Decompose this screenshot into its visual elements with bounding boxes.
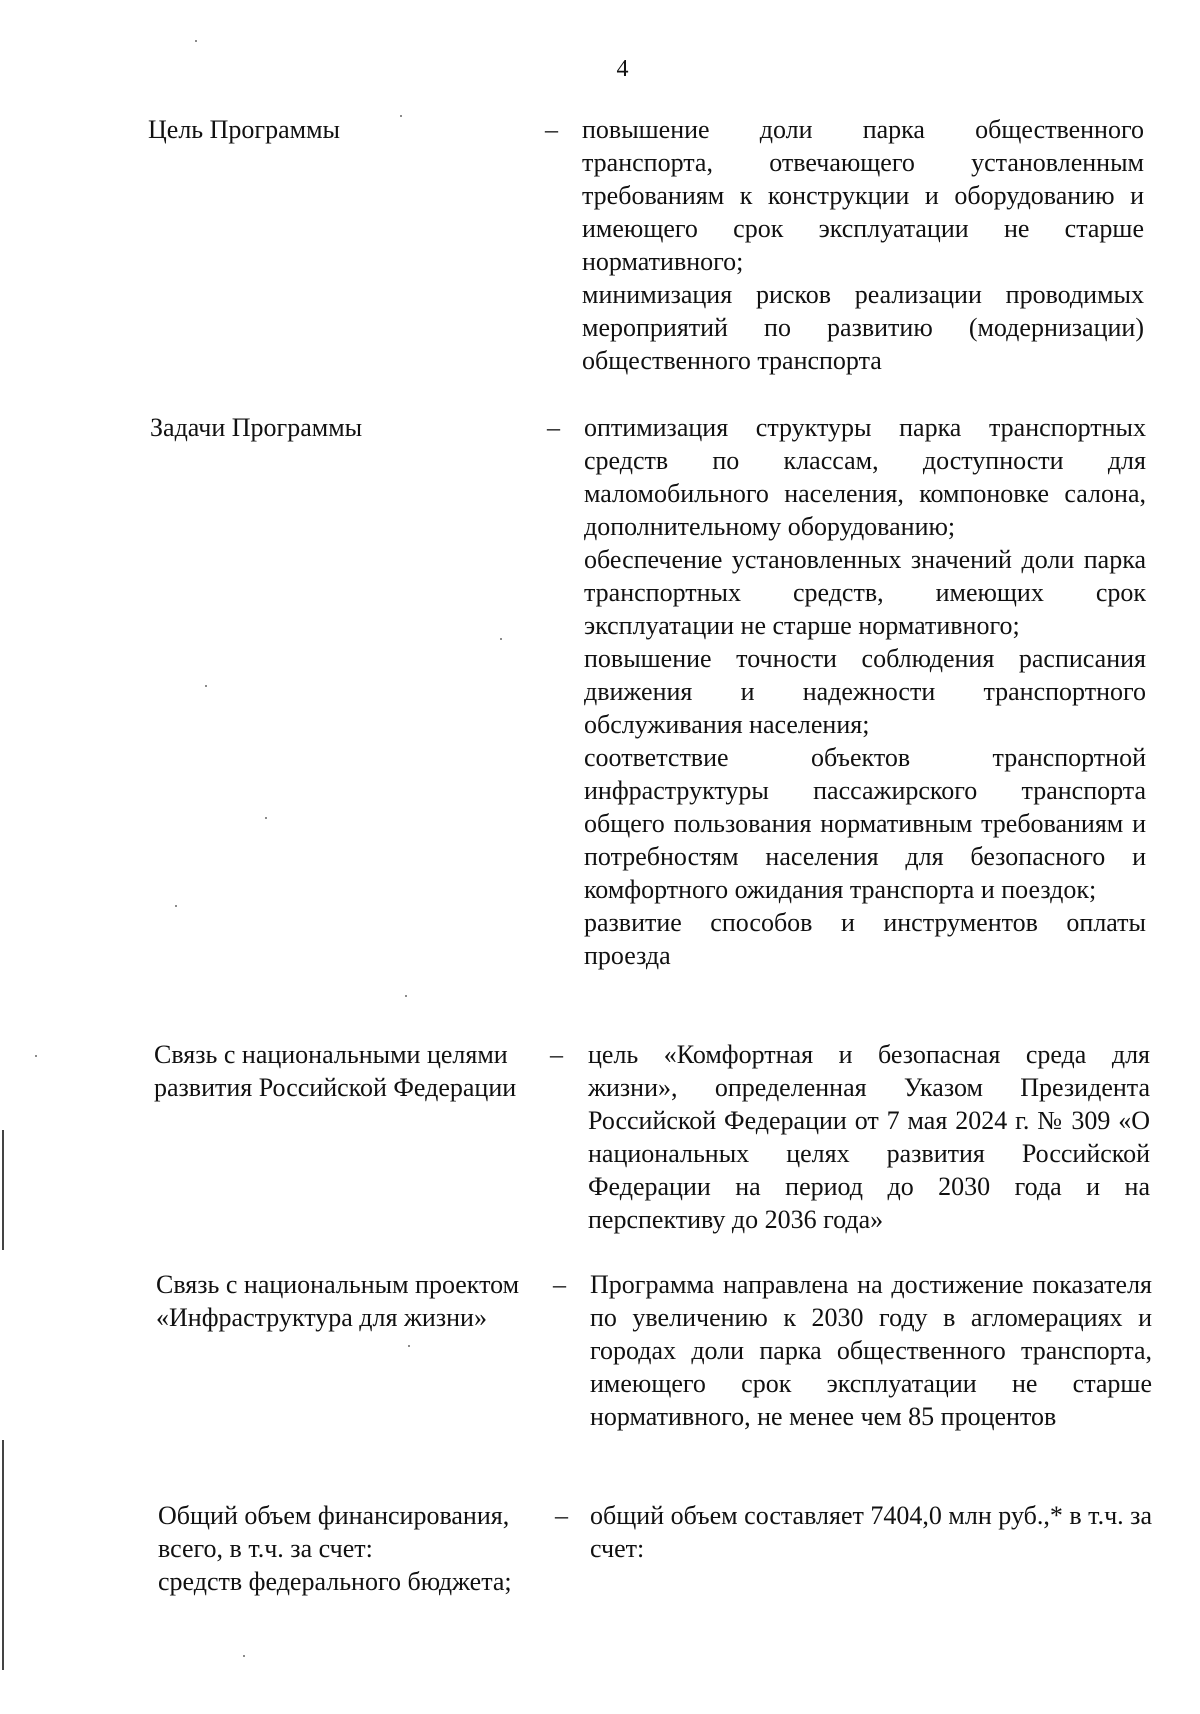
content-paragraph: обеспечение установленных значений доли парка транспортных средств, имеющих срок эксплуатации не старше нормативного; (584, 545, 1146, 640)
content-paragraph: оптимизация структуры парка транспортных средств по классам, доступности для маломобильного населения, компоновке салона, дополнительному оборудованию; (584, 413, 1146, 541)
content-paragraph: повышение доли парка общественного транспорта, отвечающего установленным требованиям к конструкции и оборудованию и имеющего срок эксплуатации не старше нормативного; (582, 115, 1144, 276)
scan-speck (205, 685, 207, 687)
scan-speck (408, 1345, 410, 1347)
row-content (582, 113, 1144, 377)
content-paragraph: цель «Комфортная и безопасная среда для жизни», определенная Указом Президента Российской Федерации от 7 мая 2024 г. № 309 «О национальных целях развития Российской Федерации на период до 2030 года и на перспективу до 2036 года» (588, 1040, 1150, 1234)
page-number: 4 (616, 56, 629, 82)
scan-speck (265, 817, 267, 819)
content-paragraph: минимизация рисков реализации проводимых мероприятий по развитию (модернизации) общественного транспорта (582, 280, 1144, 375)
row-dash: – (555, 1501, 568, 1530)
scan-speck (405, 995, 407, 997)
row-content (590, 1499, 1152, 1565)
row-dash: – (547, 413, 560, 442)
row-content (584, 411, 1146, 972)
row-label: Связь с национальным проектом «Инфраструктура для жизни» (156, 1270, 520, 1332)
scan-speck (243, 1655, 245, 1657)
content-paragraph: Программа направлена на достижение показателя по увеличению к 2030 году в агломерациях и городах доли парка общественного транспорта, имеющего срок эксплуатации не старше нормативного, не менее чем 85 процентов (590, 1270, 1152, 1431)
scan-edge-mark (2, 1130, 4, 1250)
label-line: Общий объем финансирования, (158, 1501, 510, 1530)
row-dash: – (550, 1040, 563, 1069)
scan-speck (175, 905, 177, 907)
row-dash: – (545, 115, 558, 144)
row-label: Цель Программы (148, 115, 341, 144)
row-content (588, 1038, 1150, 1236)
content-paragraph: соответствие объектов транспортной инфраструктуры пассажирского транспорта общего пользования нормативным требованиям и потребностям населения для безопасного и комфортного ожидания транспорта и поездок; (584, 743, 1146, 904)
scan-speck (500, 638, 502, 640)
row-label (158, 1499, 558, 1598)
content-paragraph: общий объем составляет 7404,0 млн руб.,* в т.ч. за счет: (590, 1501, 1152, 1563)
row-dash: – (553, 1270, 566, 1299)
row-label: Задачи Программы (150, 413, 363, 442)
label-line: всего, в т.ч. за счет: (158, 1534, 373, 1563)
scan-edge-mark (2, 1440, 4, 1670)
row-label: Связь с национальными целями развития Российской Федерации (154, 1040, 517, 1102)
scan-speck (195, 40, 197, 42)
content-paragraph: повышение точности соблюдения расписания движения и надежности транспортного обслуживания населения; (584, 644, 1146, 739)
row-content (590, 1268, 1152, 1433)
scan-speck (35, 1055, 37, 1057)
label-line: средств федерального бюджета; (158, 1567, 512, 1596)
content-paragraph: развитие способов и инструментов оплаты проезда (584, 908, 1146, 970)
